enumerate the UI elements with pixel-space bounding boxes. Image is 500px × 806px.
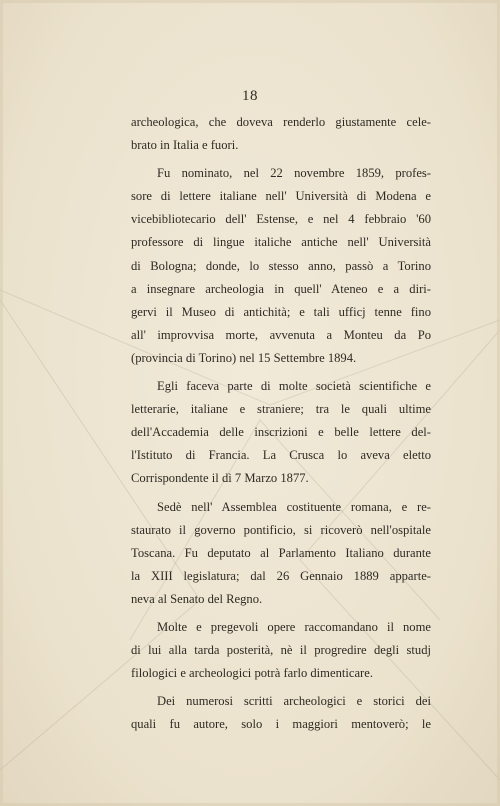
text-line: Dei numerosi scritti archeologici e storici dei [157, 694, 431, 709]
text-line: Egli faceva parte di molte società scientifiche e [157, 379, 431, 394]
text-line: di lui alla tarda posterità, nè il progredire degli studj [131, 643, 431, 658]
text-line: Molte e pregevoli opere raccomandano il nome [157, 619, 431, 634]
text-line: la XIII legislatura; dal 26 Gennaio 1889 apparte- [131, 568, 431, 583]
paragraph [131, 496, 431, 611]
text-line: professore di lingue italiche antiche nell' Università [131, 235, 431, 250]
text-line: (provincia di Torino) nel 15 Settembre 1894. [131, 350, 357, 365]
paragraph [131, 162, 431, 370]
text-line: archeologica, che doveva renderlo giustamente cele- [131, 115, 431, 129]
text-line: l'Istituto di Francia. La Crusca lo aveva eletto [131, 448, 431, 463]
text-line: a insegnare archeologia in quell' Ateneo e a diri- [131, 281, 431, 296]
paragraph [131, 375, 431, 490]
text-line: sore di lettere italiane nell' Università di Modena e [131, 189, 431, 204]
body-text [131, 111, 431, 741]
text-line: dell'Accademia delle inscrizioni e belle lettere del- [131, 425, 431, 440]
text-line: vicebibliotecario dell' Estense, e nel 4 febbraio '60 [131, 212, 431, 227]
text-line: Toscana. Fu deputato al Parlamento Italiano durante [131, 545, 431, 560]
text-line: Sedè nell' Assemblea costituente romana, e re- [157, 499, 431, 514]
page-number: 18 [242, 88, 258, 104]
text-line: all' improvvisa morte, avvenuta a Monteu da Po [131, 327, 431, 342]
paragraph [131, 690, 431, 736]
text-line: di Bologna; donde, lo stesso anno, passò a Torino [131, 258, 431, 273]
text-line: neva al Senato del Regno. [131, 591, 263, 606]
text-line: filologici e archeologici potrà farlo dimenticare. [131, 666, 373, 681]
text-line: Corrispondente il dì 7 Marzo 1877. [131, 471, 309, 486]
text-line: letterarie, italiane e straniere; tra le quali ultime [131, 402, 431, 417]
text-line: quali fu autore, solo i maggiori mentoverò; le [131, 717, 431, 732]
text-line: gervi il Museo di antichità; e tali ufficj tenne fino [131, 304, 431, 319]
paragraph [131, 111, 431, 157]
text-line: staurato il governo pontificio, si ricoverò nell'ospitale [131, 522, 431, 537]
text-line: brato in Italia e fuori. [131, 138, 239, 153]
text-line: Fu nominato, nel 22 novembre 1859, profes- [157, 166, 431, 181]
paragraph [131, 616, 431, 685]
